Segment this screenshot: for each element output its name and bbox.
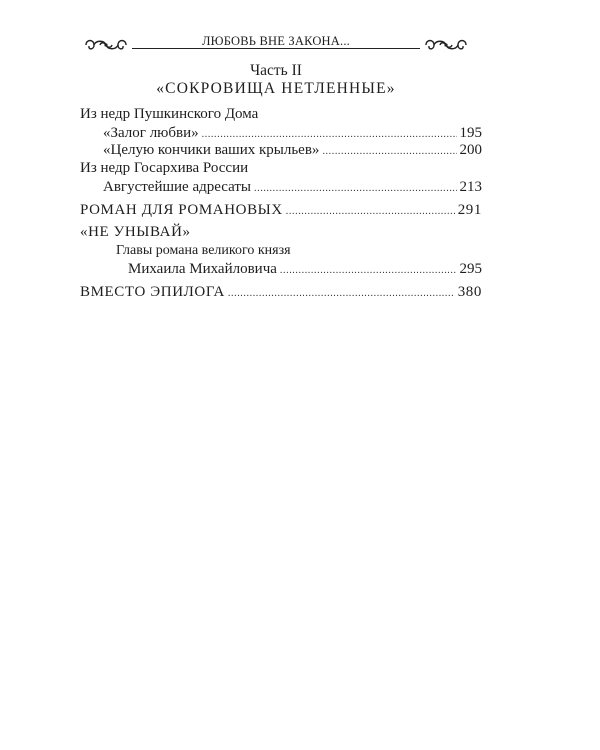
section-heading-pushkin-house: Из недр Пушкинского Дома	[80, 106, 259, 122]
toc-entry-epilog[interactable]	[80, 284, 482, 301]
toc-entry-title: РОМАН ДЛЯ РОМАНОВЫХ	[80, 202, 283, 218]
toc-entry[interactable]	[103, 125, 482, 142]
part-title: «СОКРОВИЩА НЕТЛЕННЫЕ»	[156, 80, 396, 97]
toc-entry-page: 213	[459, 179, 482, 195]
toc-entry-title: Августейшие адресаты	[103, 179, 252, 195]
dot-leader	[322, 146, 456, 157]
section-heading-ne-unyvai: «НЕ УНЫВАЙ»	[80, 224, 191, 240]
dot-leader	[254, 183, 456, 194]
toc-entry-title: Михаила Михайловича	[128, 261, 277, 277]
dot-leader	[286, 206, 455, 217]
toc-entry[interactable]	[103, 179, 482, 196]
part-label: Часть II	[250, 62, 302, 79]
running-header	[80, 30, 472, 56]
dot-leader	[202, 129, 457, 140]
toc-entry-title: «Залог любви»	[103, 125, 199, 141]
toc-entry[interactable]	[103, 142, 482, 159]
toc-entry-page: 195	[459, 125, 482, 141]
toc-entry-page: 380	[457, 284, 482, 300]
dot-leader	[280, 265, 457, 276]
ornament-right-icon	[422, 36, 470, 54]
toc-entry-title: ВМЕСТО ЭПИЛОГА	[80, 284, 225, 300]
section-subheading: Главы романа великого князя	[116, 243, 291, 258]
dot-leader	[228, 288, 455, 299]
section-heading-gosarchive: Из недр Госархива России	[80, 160, 249, 176]
toc-entry-title: «Целую кончики ваших крыльев»	[103, 142, 320, 158]
toc-entry-page: 200	[459, 142, 482, 158]
toc-entry-page: 295	[459, 261, 482, 277]
toc-entry-page: 291	[457, 202, 482, 218]
running-title: ЛЮБОВЬ ВНЕ ЗАКОНА...	[197, 34, 355, 48]
toc-entry-roman[interactable]	[80, 202, 482, 219]
toc-entry[interactable]	[128, 261, 482, 278]
